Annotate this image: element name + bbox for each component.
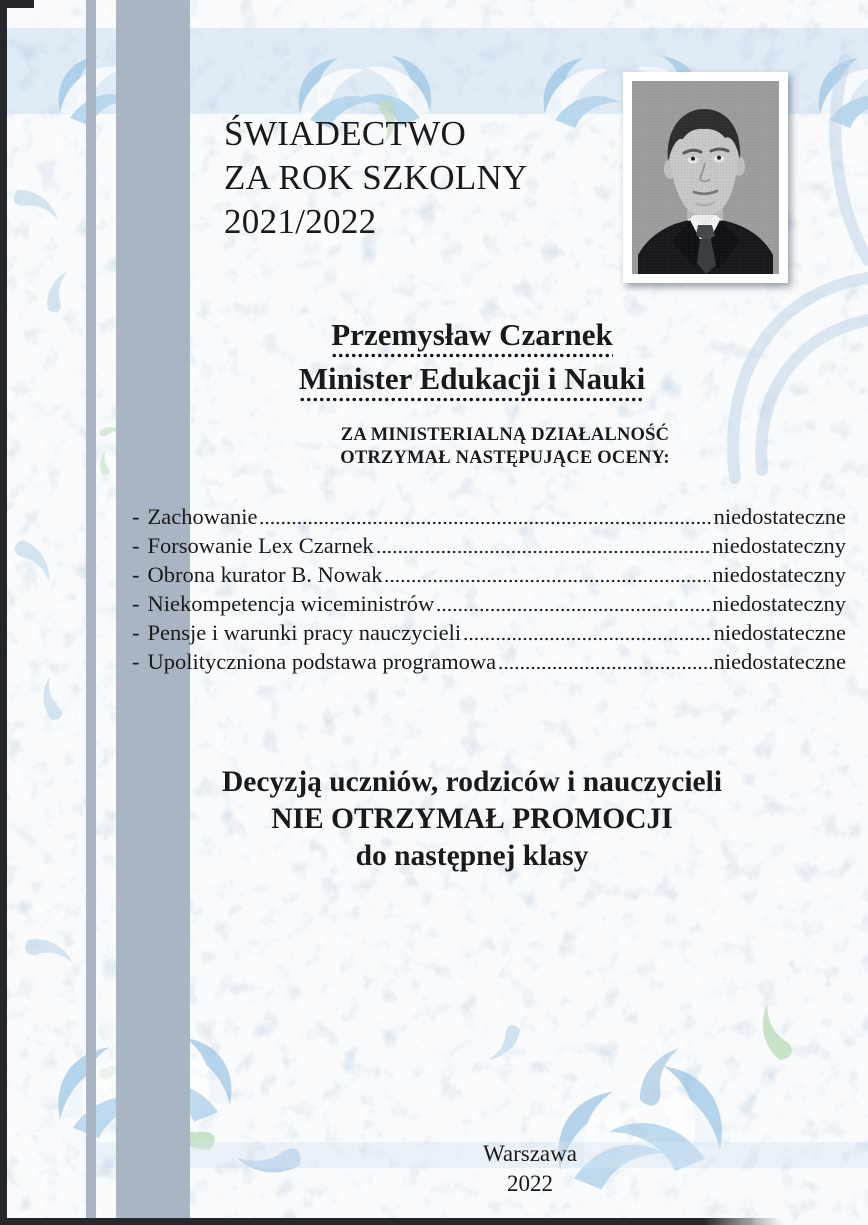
grade-dot-leader xyxy=(498,665,711,671)
verdict-line-3: do następnej klasy xyxy=(355,840,589,872)
minister-role-wrap xyxy=(289,362,656,403)
grade-bullet: - xyxy=(132,649,140,674)
grade-subject: Pensje i warunki pracy nauczycieli xyxy=(147,620,462,645)
grades-header-line-2: OTRZYMAŁ NASTĘPUJĄCE OCENY: xyxy=(340,448,670,468)
grade-bullet: - xyxy=(132,562,140,587)
grade-bullet: - xyxy=(132,591,140,616)
verdict-block xyxy=(100,764,844,875)
title-line-2: ZA ROK SZKOLNY xyxy=(224,158,528,197)
verdict-line-2: NIE OTRZYMAŁ PROMOCJI xyxy=(271,803,673,835)
grade-value: niedostateczny xyxy=(712,562,846,587)
grade-dot-leader xyxy=(384,578,710,584)
person-block xyxy=(100,318,844,403)
grade-row xyxy=(132,591,846,620)
grade-subject: Upolityczniona podstawa programowa xyxy=(147,649,497,674)
verdict-line-1: Decyzją uczniów, rodziców i nauczycieli xyxy=(221,766,723,798)
grade-dot-leader xyxy=(259,520,711,526)
grades-header xyxy=(133,424,868,470)
certificate-title xyxy=(224,112,528,244)
grade-subject: Forsowanie Lex Czarnek xyxy=(147,533,374,558)
footer-block xyxy=(330,1139,730,1199)
grade-bullet: - xyxy=(132,504,140,529)
title-line-1: ŚWIADECTWO xyxy=(224,114,467,153)
grade-row xyxy=(132,504,846,533)
page-edge-bottom xyxy=(0,1218,782,1225)
dotted-rule xyxy=(331,352,613,359)
grade-value: niedostateczne xyxy=(713,620,846,645)
page-edge-top xyxy=(0,0,34,8)
grade-dot-leader xyxy=(436,607,710,613)
grade-value: niedostateczny xyxy=(712,533,846,558)
grade-value: niedostateczny xyxy=(712,591,846,616)
footer-year: 2022 xyxy=(507,1171,553,1196)
minister-portrait-photo xyxy=(632,81,779,274)
minister-name: Przemysław Czarnek xyxy=(331,317,613,352)
grade-dot-leader xyxy=(376,549,711,555)
grade-subject: Niekompetencja wiceministrów xyxy=(147,591,435,616)
grades-header-line-1: ZA MINISTERIALNĄ DZIAŁALNOŚĆ xyxy=(340,425,670,445)
binding-stripe-narrow xyxy=(86,0,96,1225)
grade-value: niedostateczne xyxy=(713,504,846,529)
grade-row xyxy=(132,620,846,649)
grades-list xyxy=(132,504,846,678)
footer-place: Warszawa xyxy=(483,1141,577,1166)
grade-subject: Zachowanie xyxy=(147,504,258,529)
grade-dot-leader xyxy=(463,636,711,642)
grade-row xyxy=(132,562,846,591)
grade-row xyxy=(132,533,846,562)
title-line-3: 2021/2022 xyxy=(224,202,377,241)
minister-role: Minister Edukacji i Nauki xyxy=(298,361,646,396)
minister-name-wrap xyxy=(321,318,623,359)
grade-bullet: - xyxy=(132,533,140,558)
grade-bullet: - xyxy=(132,620,140,645)
grade-value: niedostateczne xyxy=(713,649,846,674)
grade-subject: Obrona kurator B. Nowak xyxy=(147,562,383,587)
grade-row xyxy=(132,649,846,678)
dotted-rule xyxy=(299,396,646,403)
page-edge-left xyxy=(0,0,7,1225)
photo-frame xyxy=(623,72,788,283)
